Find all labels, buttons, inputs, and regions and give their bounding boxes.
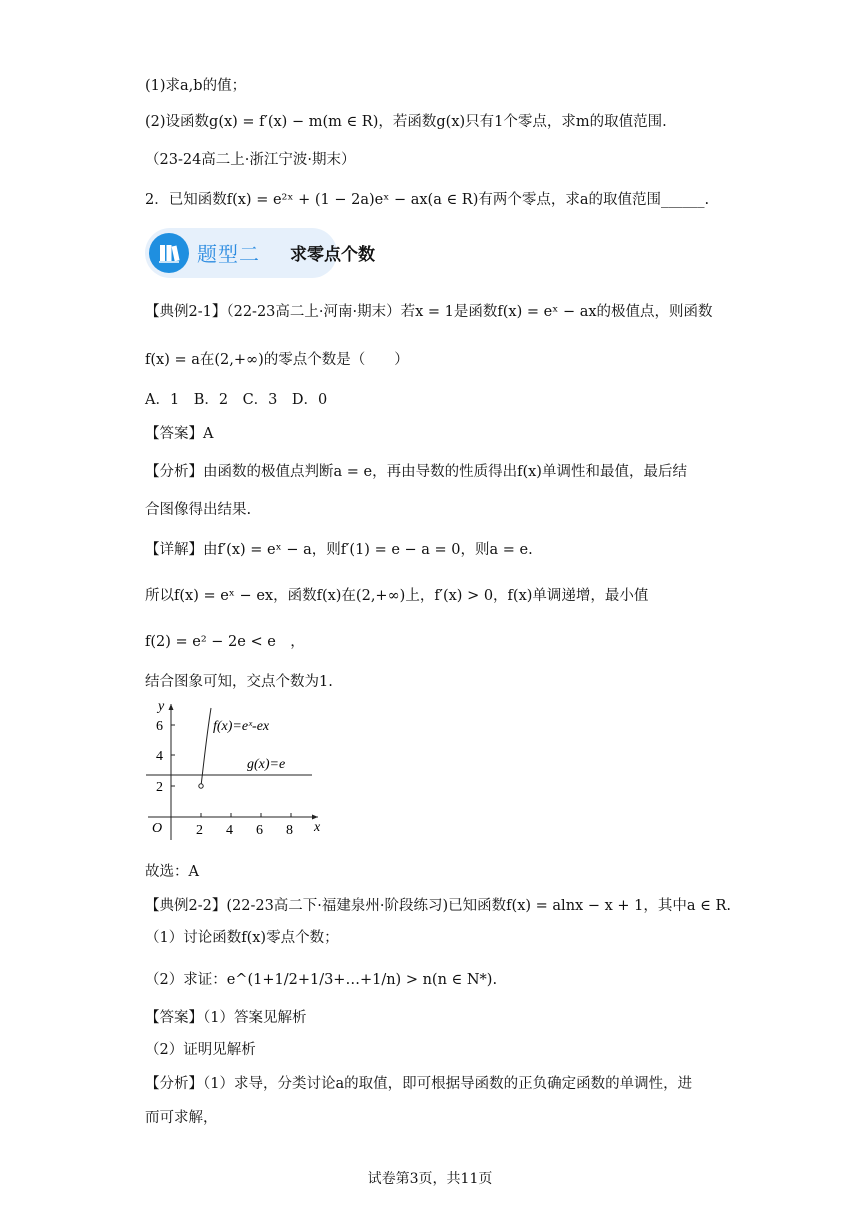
text-line: f(2) = e² − 2e < e ， (145, 634, 305, 650)
books-icon (149, 233, 189, 273)
y-tick-label: 4 (156, 749, 163, 764)
x-tick-label: 6 (256, 823, 263, 838)
function-graph (140, 700, 330, 850)
text-line: 故选：A (145, 864, 199, 880)
text-line: （2）求证：e^(1+1/2+1/3+…+1/n) > n(n ∈ N*). (145, 972, 498, 988)
y-axis-label: y (158, 700, 165, 714)
y-tick-label: 6 (156, 719, 163, 734)
text-line: 合图像得出结果. (145, 502, 252, 518)
open-endpoint (199, 784, 203, 788)
banner-type-label: 题型二 (197, 242, 260, 266)
text-line: (2)设函数g(x) = f′(x) − m(m ∈ R)，若函数g(x)只有1个零点，求m的取值范围. (145, 114, 667, 130)
text-line: 【分析】（1）求导，分类讨论a的取值，即可根据导函数的正负确定函数的单调性，进 (145, 1076, 693, 1092)
text-line: (1)求a,b的值； (145, 78, 247, 94)
page-footer: 试卷第3页，共11页 (367, 1171, 493, 1187)
text-line: 结合图象可知，交点个数为1. (145, 674, 333, 690)
text-line: f(x) = a在(2,+∞)的零点个数是（ ） (145, 352, 409, 368)
origin-label: O (152, 821, 163, 836)
text-line: 2．已知函数f(x) = e²ˣ + (1 − 2a)eˣ − ax(a ∈ R)有两个零点，求a的取值范围______. (145, 192, 710, 208)
curve-label: f(x)=eˣ-ex (213, 719, 270, 734)
x-tick-label: 4 (226, 823, 233, 838)
text-line: （23-24高二上·浙江宁波·期末） (145, 152, 356, 168)
text-line: A．1 B．2 C．3 D．0 (145, 392, 328, 408)
text-line: （2）证明见解析 (145, 1042, 256, 1058)
text-line: 【典例2-1】（22-23高二上·河南·期末）若x = 1是函数f(x) = eˣ − ax的极值点，则函数 (145, 304, 713, 320)
f-curve (201, 708, 211, 786)
text-line: 所以f(x) = eˣ − ex，函数f(x)在(2,+∞)上，f′(x) > 0，f(x)单调递增，最小值 (145, 588, 649, 604)
banner-title: 求零点个数 (290, 245, 375, 265)
x-tick-label: 2 (196, 823, 203, 838)
text-line: 【答案】A (145, 426, 214, 442)
y-tick-label: 2 (156, 780, 163, 795)
x-axis-label: x (314, 820, 321, 835)
text-line: 【答案】（1）答案见解析 (145, 1010, 307, 1026)
text-line: 【分析】由函数的极值点判断a = e，再由导数的性质得出f(x)单调性和最值，最后结 (145, 464, 687, 480)
line-label: g(x)=e (247, 757, 286, 772)
text-line: 【典例2-2】(22-23高二下·福建泉州·阶段练习)已知函数f(x) = alnx − x + 1，其中a ∈ R. (145, 898, 731, 914)
text-line: 而可求解， (145, 1110, 218, 1126)
x-tick-label: 8 (286, 823, 293, 838)
text-line: 【详解】由f′(x) = eˣ − a，则f′(1) = e − a = 0，则a = e. (145, 542, 533, 558)
text-line: （1）讨论函数f(x)零点个数； (145, 930, 339, 946)
